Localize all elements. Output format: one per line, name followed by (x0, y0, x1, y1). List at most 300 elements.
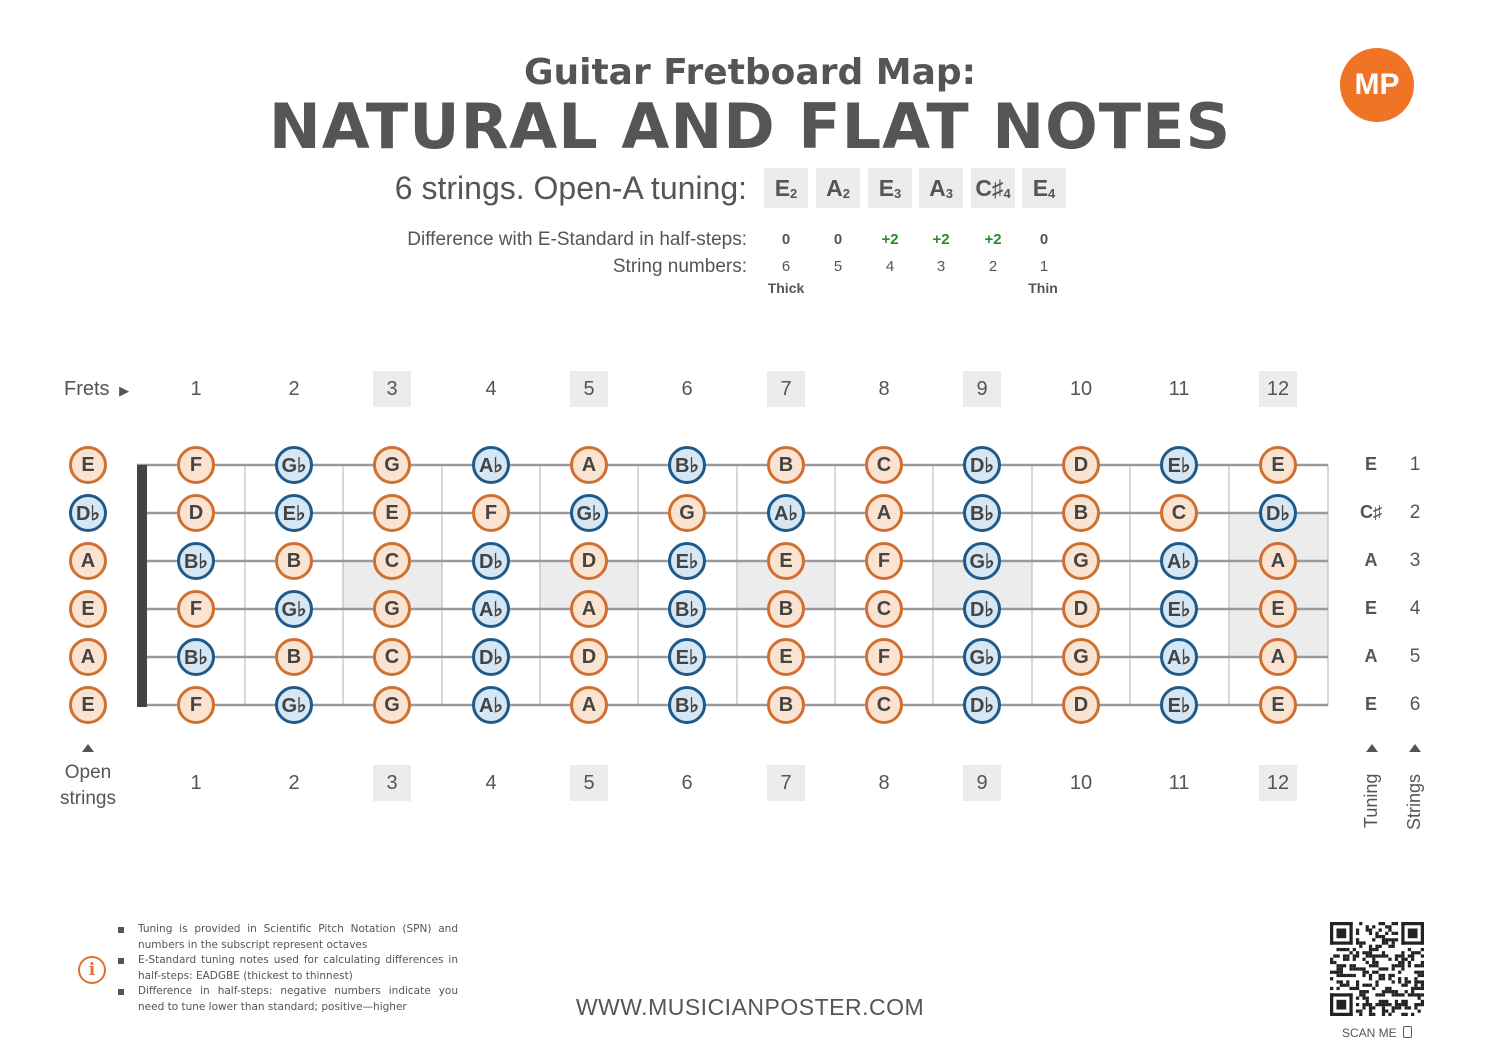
qr-module (1375, 980, 1378, 983)
qr-module (1408, 1006, 1411, 1009)
qr-module (1349, 967, 1352, 970)
qr-module (1395, 922, 1398, 925)
qr-module (1346, 948, 1349, 951)
qr-module (1395, 958, 1398, 961)
qr-module (1356, 1003, 1359, 1006)
qr-module (1408, 948, 1411, 951)
qr-module (1346, 954, 1349, 957)
qr-module (1375, 945, 1378, 948)
qr-module (1388, 938, 1391, 941)
right-tuning-note: E (1364, 694, 1377, 714)
qr-module (1408, 961, 1411, 964)
right-string-number: 5 (1409, 646, 1421, 667)
qr-module (1382, 1000, 1385, 1003)
string-number-value: 6 (781, 258, 791, 275)
qr-module (1379, 945, 1382, 948)
open-string-note: A (69, 638, 107, 676)
qr-module (1353, 958, 1356, 961)
fret-note: E (373, 494, 411, 532)
qr-finder (1330, 1013, 1353, 1016)
qr-module (1401, 1003, 1404, 1006)
qr-module (1353, 964, 1356, 967)
fret-note: B (275, 542, 313, 580)
qr-module (1392, 1006, 1395, 1009)
qr-module (1340, 971, 1343, 974)
qr-module (1395, 954, 1398, 957)
qr-module (1385, 990, 1388, 993)
open-string-note: E (69, 446, 107, 484)
qr-module (1362, 990, 1365, 993)
qr-module (1388, 987, 1391, 990)
qr-module (1369, 951, 1372, 954)
fret-note: B♭ (668, 686, 706, 724)
fret-note: G♭ (275, 446, 313, 484)
qr-module (1359, 990, 1362, 993)
scan-me-text: SCAN ME (1341, 1026, 1397, 1040)
fret-number-bottom: 2 (288, 771, 300, 794)
fret-number-bottom: 3 (373, 765, 411, 801)
qr-module (1385, 941, 1388, 944)
qr-module (1385, 925, 1388, 928)
qr-module (1330, 971, 1333, 974)
fret-note: B (275, 638, 313, 676)
qr-module (1379, 928, 1382, 931)
qr-module (1356, 980, 1359, 983)
qr-module (1375, 971, 1378, 974)
fret-note: F (865, 542, 903, 580)
qr-module (1405, 1003, 1408, 1006)
qr-module (1395, 993, 1398, 996)
qr-module (1333, 961, 1336, 964)
fret-note: D (177, 494, 215, 532)
qr-module (1372, 938, 1375, 941)
qr-module (1418, 971, 1421, 974)
fret-note: A♭ (472, 446, 510, 484)
fret-note: C (865, 446, 903, 484)
qr-module (1369, 948, 1372, 951)
qr-module (1421, 984, 1424, 987)
qr-module (1414, 964, 1417, 967)
string-number-value: 4 (885, 258, 895, 275)
fret-note: B♭ (177, 638, 215, 676)
qr-module (1382, 967, 1385, 970)
fret-note: G♭ (570, 494, 608, 532)
qr-module (1401, 958, 1404, 961)
qr-finder (1401, 922, 1424, 925)
qr-module (1362, 1006, 1365, 1009)
qr-module (1392, 980, 1395, 983)
qr-module (1414, 1006, 1417, 1009)
qr-module (1336, 954, 1339, 957)
qr-module (1395, 1000, 1398, 1003)
qr-module (1340, 974, 1343, 977)
qr-module (1401, 1013, 1404, 1016)
qr-module (1372, 961, 1375, 964)
fret-note: A (865, 494, 903, 532)
qr-module (1405, 1006, 1408, 1009)
fret-note: F (177, 446, 215, 484)
qr-module (1388, 958, 1391, 961)
qr-module (1405, 1013, 1408, 1016)
fret-note: E (767, 638, 805, 676)
qr-module (1385, 1003, 1388, 1006)
tuning-note: A (826, 174, 843, 201)
qr-module (1375, 961, 1378, 964)
fret-note: D♭ (1259, 494, 1297, 532)
fret-note: G (373, 446, 411, 484)
qr-module (1392, 941, 1395, 944)
qr-module (1372, 948, 1375, 951)
fret-note: D♭ (963, 590, 1001, 628)
qr-module (1379, 967, 1382, 970)
fret-number-bottom: 9 (963, 765, 1001, 801)
qr-module (1398, 954, 1401, 957)
qr-module (1421, 964, 1424, 967)
qr-module (1353, 987, 1356, 990)
qr-module (1395, 932, 1398, 935)
qr-module (1359, 967, 1362, 970)
right-tuning-note: E (1364, 454, 1377, 474)
diff-value: 0 (781, 231, 791, 248)
fret-number-bottom: 11 (1168, 771, 1190, 794)
thin-label: Thin (1028, 280, 1058, 296)
qr-module (1408, 993, 1411, 996)
qr-module (1392, 945, 1395, 948)
qr-module (1398, 977, 1401, 980)
qr-module (1372, 1013, 1375, 1016)
qr-finder (1330, 993, 1333, 1016)
qr-module (1369, 954, 1372, 957)
qr-module (1343, 964, 1346, 967)
qr-module (1372, 1006, 1375, 1009)
diff-value: 0 (833, 231, 843, 248)
qr-module (1333, 971, 1336, 974)
qr-finder (1401, 941, 1424, 944)
qr-module (1369, 964, 1372, 967)
qr-module (1375, 984, 1378, 987)
qr-module (1336, 987, 1339, 990)
qr-module (1414, 984, 1417, 987)
qr-module (1398, 993, 1401, 996)
qr-module (1418, 997, 1421, 1000)
qr-module (1356, 928, 1359, 931)
qr-module (1333, 954, 1336, 957)
fret-number-bottom: 10 (1069, 771, 1093, 794)
open-string-note: E (69, 590, 107, 628)
qr-module (1379, 977, 1382, 980)
open-strings-label: Open strings (60, 762, 116, 809)
fret-note: A (1259, 638, 1297, 676)
fret-number-bottom: 6 (681, 771, 693, 794)
diff-value: 0 (1039, 231, 1049, 248)
qr-module (1414, 980, 1417, 983)
qr-module (1418, 964, 1421, 967)
qr-module (1398, 961, 1401, 964)
qr-module (1421, 993, 1424, 996)
qr-module (1388, 974, 1391, 977)
qr-module (1401, 961, 1404, 964)
qr-module (1366, 1000, 1369, 1003)
qr-module (1372, 971, 1375, 974)
frets-label-text: Frets (64, 378, 110, 400)
fret-number-bottom: 8 (878, 771, 890, 794)
fret-note: E♭ (275, 494, 313, 532)
qr-module (1369, 1006, 1372, 1009)
fret-note: A (570, 590, 608, 628)
qr-module (1385, 1000, 1388, 1003)
qr-module (1375, 993, 1378, 996)
fret-note: A♭ (1160, 542, 1198, 580)
qr-module (1382, 990, 1385, 993)
fret-note: D♭ (963, 686, 1001, 724)
qr-module (1336, 964, 1339, 967)
qr-module (1414, 951, 1417, 954)
qr-module (1401, 1000, 1404, 1003)
fret-note: G (1062, 638, 1100, 676)
qr-module (1382, 1003, 1385, 1006)
fret-note: F (177, 686, 215, 724)
qr-module (1356, 987, 1359, 990)
qr-module (1382, 977, 1385, 980)
fret-number-top: 2 (288, 377, 300, 400)
qr-module (1366, 925, 1369, 928)
qr-module (1366, 984, 1369, 987)
qr-module (1411, 954, 1414, 957)
fret-note: B♭ (177, 542, 215, 580)
footnote-item: E-Standard tuning notes used for calculating differences in half-steps: EADGBE (thickest to thinnest) (118, 953, 458, 984)
qr-module (1379, 974, 1382, 977)
qr-module (1375, 1003, 1378, 1006)
qr-module (1330, 977, 1333, 980)
fret-note: B (1062, 494, 1100, 532)
qr-module (1343, 948, 1346, 951)
title-subheading: Guitar Fretboard Map: (523, 52, 977, 93)
open-string-note: A (69, 542, 107, 580)
qr-module (1375, 948, 1378, 951)
fret-note: D (1062, 446, 1100, 484)
right-string-number: 3 (1409, 550, 1421, 571)
qr-module (1369, 977, 1372, 980)
qr-module (1382, 1010, 1385, 1013)
qr-module (1369, 1010, 1372, 1013)
qr-module (1356, 932, 1359, 935)
qr-module (1366, 1003, 1369, 1006)
fret-number-bottom: 1 (190, 771, 202, 794)
thick-label: Thick (767, 280, 805, 296)
qr-module (1411, 1013, 1414, 1016)
qr-module (1382, 1006, 1385, 1009)
fret-note: G (668, 494, 706, 532)
qr-module (1359, 1013, 1362, 1016)
qr-module (1375, 935, 1378, 938)
fret-note: E♭ (1160, 686, 1198, 724)
qr-module (1405, 958, 1408, 961)
qr-module (1346, 974, 1349, 977)
qr-module (1421, 971, 1424, 974)
tuning-arrow-icon (1366, 744, 1378, 752)
qr-module (1382, 951, 1385, 954)
qr-finder (1330, 922, 1353, 925)
right-tuning-note: E (1364, 598, 1377, 618)
qr-module (1418, 1010, 1421, 1013)
footnote-item: Difference in half-steps: negative numbers indicate you need to tune lower than standard; positive—higher (118, 984, 458, 1015)
qr-module (1392, 990, 1395, 993)
qr-module (1349, 964, 1352, 967)
tuning-axis-label: Tuning (1361, 773, 1381, 828)
qr-module (1405, 984, 1408, 987)
qr-module (1343, 984, 1346, 987)
qr-module (1388, 990, 1391, 993)
fret-number-top: 5 (570, 371, 608, 407)
qr-module (1330, 987, 1333, 990)
qr-module (1343, 958, 1346, 961)
tuning-note: E (774, 174, 791, 201)
qr-module (1366, 971, 1369, 974)
qr-module (1382, 993, 1385, 996)
string-numbers-label: String numbers: (612, 256, 747, 277)
qr-module (1411, 958, 1414, 961)
qr-module (1362, 997, 1365, 1000)
open-string-note: E (69, 686, 107, 724)
qr-module (1392, 922, 1395, 925)
qr-code-icon[interactable] (1330, 922, 1424, 1016)
scan-me-label (1330, 1026, 1424, 1040)
qr-module (1353, 974, 1356, 977)
qr-module (1362, 1003, 1365, 1006)
qr-module (1362, 974, 1365, 977)
qr-module (1418, 980, 1421, 983)
qr-module (1385, 938, 1388, 941)
qr-module (1401, 984, 1404, 987)
tuning-octave: 2 (842, 185, 850, 201)
diff-value: +2 (932, 231, 950, 248)
tuning-octave: 4 (1003, 185, 1011, 201)
fret-number-top: 3 (373, 371, 411, 407)
diff-value: +2 (984, 231, 1002, 248)
tuning-note: C♯ (975, 174, 1004, 201)
qr-module (1375, 932, 1378, 935)
fret-note: C (373, 542, 411, 580)
fret-note: G♭ (275, 686, 313, 724)
fret-number-top: 1 (190, 377, 202, 400)
fret-note: D♭ (963, 446, 1001, 484)
qr-module (1388, 925, 1391, 928)
qr-module (1395, 1003, 1398, 1006)
qr-module (1353, 948, 1356, 951)
qr-module (1398, 1006, 1401, 1009)
qr-module (1353, 954, 1356, 957)
qr-module (1366, 961, 1369, 964)
fret-number-bottom: 12 (1259, 765, 1297, 801)
qr-module (1395, 964, 1398, 967)
website-link[interactable]: WWW.MUSICIANPOSTER.COM (575, 994, 925, 1020)
fret-note: G (373, 686, 411, 724)
qr-module (1362, 951, 1365, 954)
qr-module (1356, 967, 1359, 970)
qr-module (1401, 954, 1404, 957)
qr-module (1395, 990, 1398, 993)
fret-number-top: 9 (963, 371, 1001, 407)
qr-module (1421, 1003, 1424, 1006)
qr-module (1382, 935, 1385, 938)
qr-module (1343, 974, 1346, 977)
qr-module (1385, 1010, 1388, 1013)
qr-module (1366, 990, 1369, 993)
fret-inlay-12 (1229, 513, 1328, 657)
qr-module (1362, 958, 1365, 961)
footnote-item: Tuning is provided in Scientific Pitch Notation (SPN) and numbers in the subscript represent octaves (118, 922, 458, 953)
qr-module (1362, 967, 1365, 970)
fret-note: F (865, 638, 903, 676)
qr-module (1356, 1010, 1359, 1013)
qr-module (1414, 977, 1417, 980)
qr-module (1375, 954, 1378, 957)
qr-module (1382, 1013, 1385, 1016)
qr-module (1401, 993, 1404, 996)
fret-note: A♭ (1160, 638, 1198, 676)
qr-module (1382, 954, 1385, 957)
fret-note: G♭ (275, 590, 313, 628)
qr-module (1379, 1003, 1382, 1006)
open-string-note: D♭ (69, 494, 107, 532)
qr-module (1369, 1003, 1372, 1006)
fret-number-top: 4 (485, 377, 497, 400)
fret-note: A (1259, 542, 1297, 580)
qr-module (1395, 938, 1398, 941)
qr-module (1405, 977, 1408, 980)
qr-finder (1349, 993, 1352, 1016)
qr-module (1392, 993, 1395, 996)
strings-arrow-icon (1409, 744, 1421, 752)
fret-note: E (1259, 686, 1297, 724)
qr-module (1375, 964, 1378, 967)
qr-module (1418, 993, 1421, 996)
fret-note: A♭ (472, 686, 510, 724)
fret-note: B (767, 590, 805, 628)
fret-note: E (1259, 446, 1297, 484)
string-number-value: 3 (936, 258, 946, 275)
qr-module (1372, 958, 1375, 961)
qr-module (1392, 932, 1395, 935)
qr-module (1349, 987, 1352, 990)
fret-note: E♭ (1160, 590, 1198, 628)
qr-module (1414, 987, 1417, 990)
fret-note: E♭ (668, 542, 706, 580)
qr-module (1372, 925, 1375, 928)
tuning-note: A (929, 174, 946, 201)
qr-module (1414, 971, 1417, 974)
qr-module (1362, 993, 1365, 996)
qr-module (1366, 928, 1369, 931)
qr-module (1372, 987, 1375, 990)
qr-module (1388, 977, 1391, 980)
fret-note: E (767, 542, 805, 580)
fret-note: G (1062, 542, 1100, 580)
right-string-number: 6 (1409, 694, 1421, 715)
qr-module (1346, 984, 1349, 987)
qr-module (1366, 954, 1369, 957)
qr-finder (1401, 922, 1404, 945)
qr-finder (1349, 922, 1352, 945)
fret-note: A♭ (472, 590, 510, 628)
qr-module (1401, 951, 1404, 954)
qr-module (1330, 958, 1333, 961)
right-string-number: 4 (1409, 598, 1421, 619)
fret-note: E♭ (1160, 446, 1198, 484)
qr-module (1356, 984, 1359, 987)
qr-module (1411, 951, 1414, 954)
diff-value: +2 (881, 231, 899, 248)
